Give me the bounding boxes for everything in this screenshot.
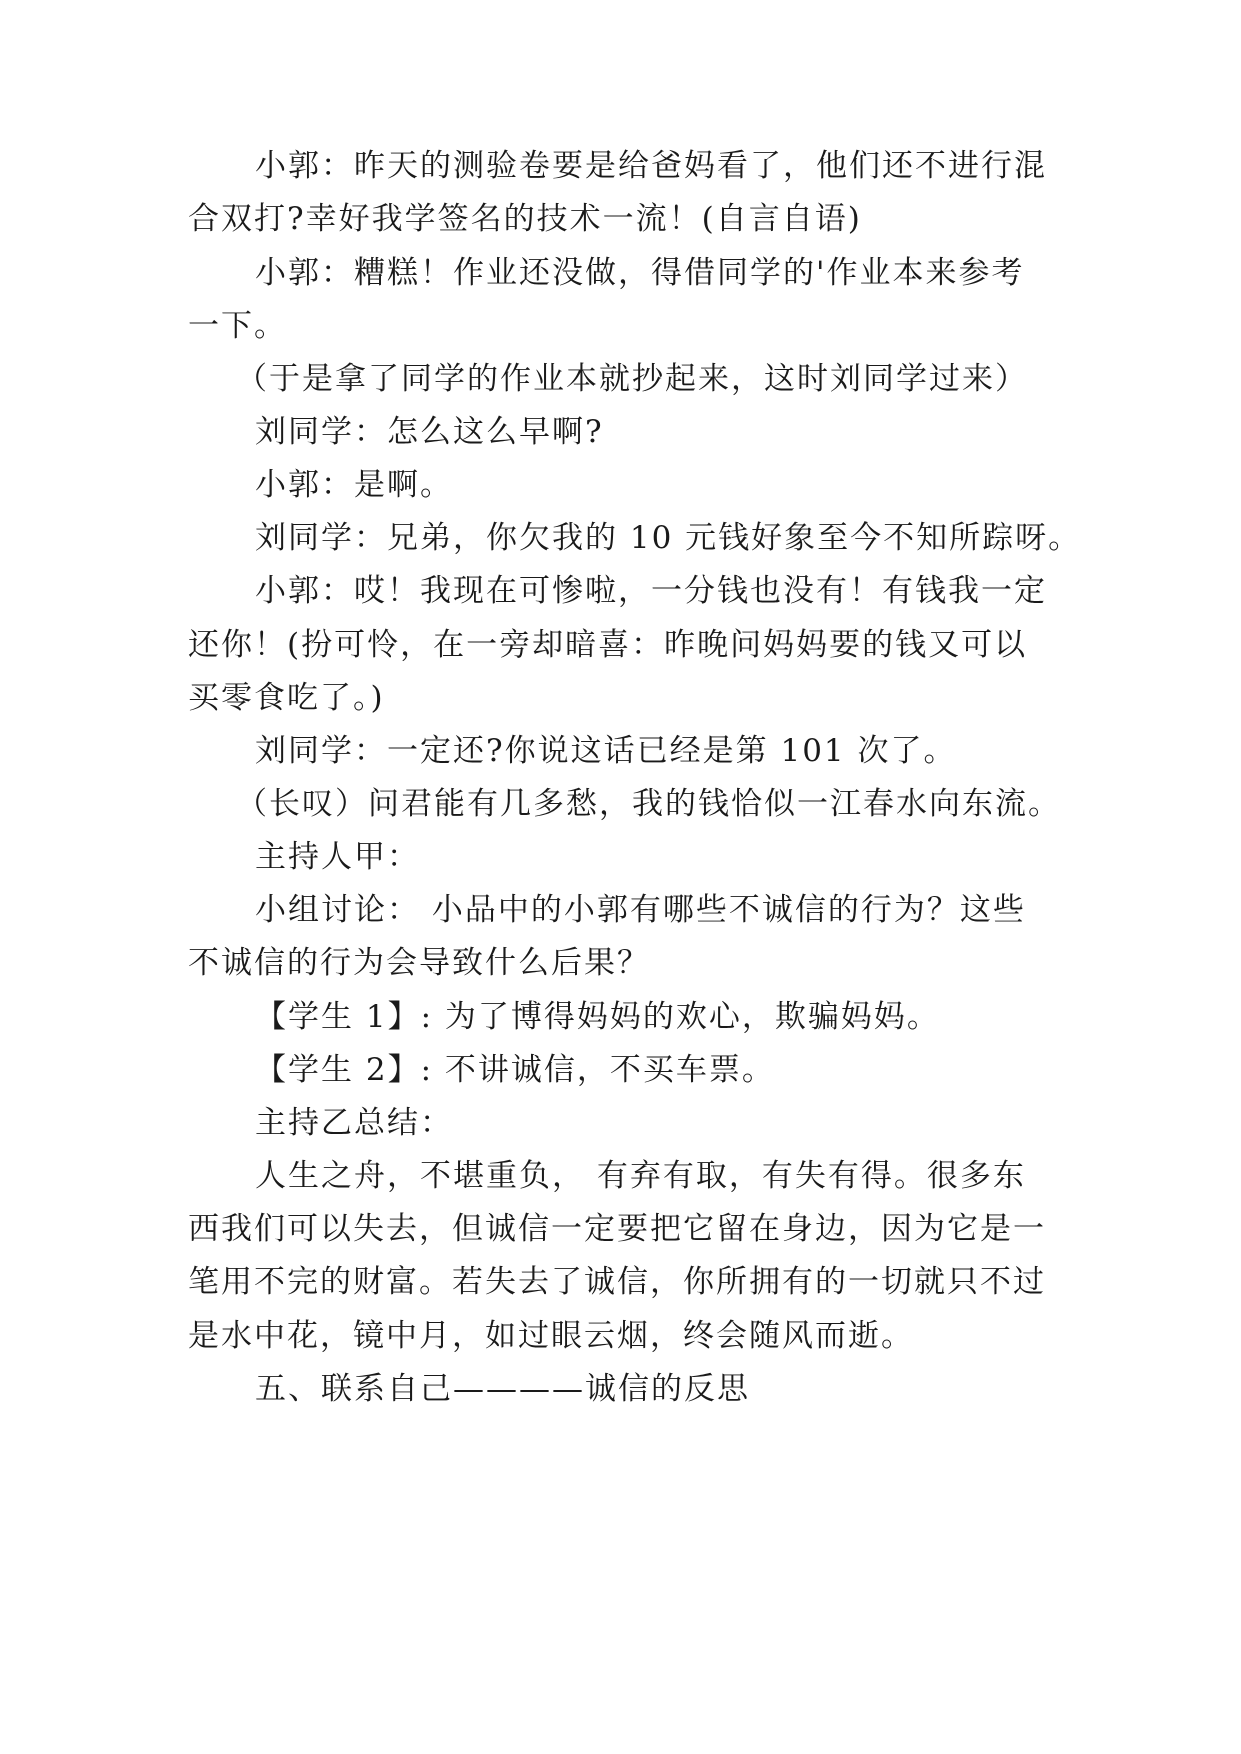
text-line: 一下。	[188, 308, 287, 344]
text-line: 【学生 2】: 不讲诚信，不买车票。	[255, 1052, 775, 1088]
text-line: 西我们可以失去，但诚信一定要把它留在身边，因为它是一	[188, 1211, 1046, 1247]
text-line: 还你！(扮可怜，在一旁却暗喜：昨晚问妈妈要的钱又可以	[188, 627, 1028, 663]
text-line: 是水中花，镜中月，如过眼云烟，终会随风而逝。	[188, 1318, 914, 1354]
section-heading: 五、联系自己————诚信的反思	[255, 1371, 750, 1407]
text-line: 小郭：昨天的测验卷要是给爸妈看了，他们还不进行混	[255, 148, 1047, 184]
text-line: （于是拿了同学的作业本就抄起来，这时刘同学过来）	[236, 361, 1028, 397]
text-line: 不诚信的行为会导致什么后果？	[188, 945, 650, 981]
text-line: 小郭：糟糕！作业还没做，得借同学的'作业本来参考	[255, 255, 1025, 291]
text-line: 刘同学：怎么这么早啊?	[255, 414, 604, 450]
text-line: 刘同学：兄弟，你欠我的 10 元钱好象至今不知所踪呀。	[255, 520, 1082, 556]
text-line: 刘同学：一定还?你说这话已经是第 101 次了。	[255, 733, 957, 769]
text-line: 合双打?幸好我学签名的技术一流！(自言自语)	[188, 201, 862, 237]
text-line: 人生之舟，不堪重负， 有弃有取，有失有得。很多东	[255, 1158, 1026, 1194]
text-line: 【学生 1】: 为了博得妈妈的欢心，欺骗妈妈。	[255, 999, 940, 1035]
text-line: 买零食吃了。)	[188, 680, 385, 716]
text-line: 主持乙总结：	[255, 1105, 453, 1141]
text-line: 小郭：是啊。	[255, 467, 453, 503]
text-line: 笔用不完的财富。若失去了诚信，你所拥有的一切就只不过	[188, 1264, 1046, 1300]
text-line: （长叹）问君能有几多愁，我的钱恰似一江春水向东流。	[236, 786, 1061, 822]
text-line: 小郭：哎！我现在可惨啦，一分钱也没有！有钱我一定	[255, 573, 1047, 609]
text-line: 主持人甲：	[255, 839, 420, 875]
text-line: 小组讨论： 小品中的小郭有哪些不诚信的行为？这些	[255, 892, 1026, 928]
